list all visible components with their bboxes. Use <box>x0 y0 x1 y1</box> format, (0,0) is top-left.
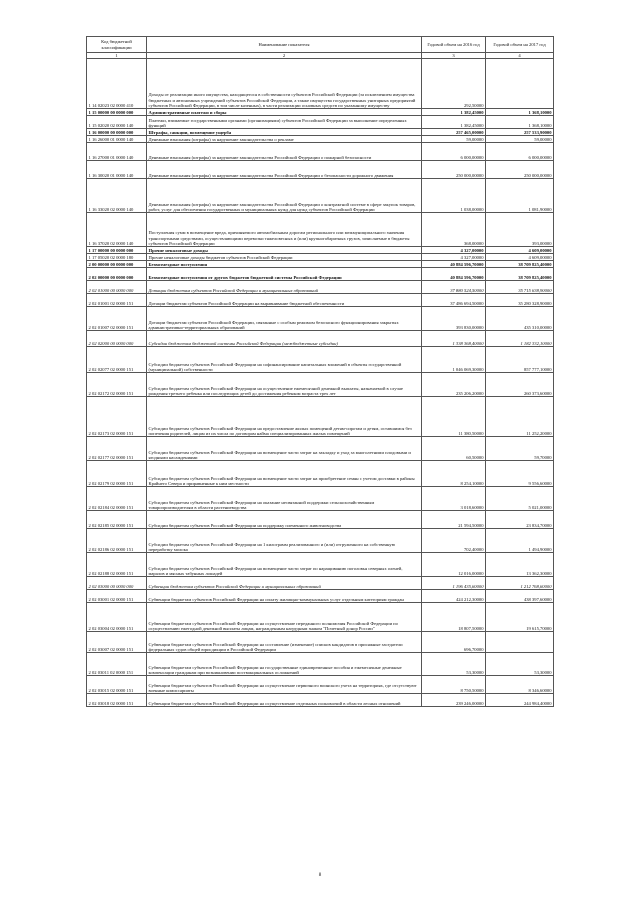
header-code: Код бюджетной классификации <box>87 37 147 53</box>
row-value-2017: 35 715 638,90000 <box>486 281 554 294</box>
row-value-2016: 11 380,50000 <box>422 397 486 437</box>
table-row <box>87 676 554 694</box>
row-code: 1 14 02023 02 0000 410 <box>87 59 147 109</box>
table-row <box>87 487 554 511</box>
row-value-2016: 4 327,00000 <box>422 247 486 254</box>
row-name: Субвенции бюджетам субъектов Российской Федерации и муниципальных образований <box>147 577 422 590</box>
row-value-2017: 857 777,10000 <box>486 347 554 373</box>
row-code: 2 02 03004 02 0000 151 <box>87 603 147 632</box>
row-value-2017: 1 182 332,10000 <box>486 331 554 347</box>
table-row <box>87 653 554 676</box>
row-name: Прочие неналоговые доходы <box>147 247 422 254</box>
table-row <box>87 553 554 577</box>
row-value-2016: 18 807,50000 <box>422 603 486 632</box>
row-name: Субсидии бюджетам субъектов Российской Федерации на софинансирование капитальных вложений в объекты государственной (муниципальной) собственности <box>147 347 422 373</box>
row-value-2016: 368,00000 <box>422 213 486 247</box>
table-row <box>87 143 554 161</box>
row-name: Безвозмездные поступления от других бюджетов бюджетной системы Российской Федерации <box>147 268 422 281</box>
row-value-2017: 11 252,20000 <box>486 397 554 437</box>
row-code: 2 02 03001 02 0000 151 <box>87 590 147 603</box>
table-row <box>87 397 554 437</box>
row-value-2017: 13 362,30000 <box>486 553 554 577</box>
row-value-2017: 250 000,00000 <box>486 161 554 179</box>
row-code: 2 02 02177 02 0000 151 <box>87 437 147 461</box>
row-name: Субсидии бюджетам субъектов Российской Федерации на осуществление ежемесячной денежной выплаты, назначаемой в случае рождения третьего ребенка или последующих детей до достижения ребенком возраста трех лет <box>147 373 422 397</box>
table-header-row <box>87 37 554 53</box>
row-value-2017: 435 310,00000 <box>486 307 554 331</box>
row-value-2017: 1 494,90000 <box>486 529 554 553</box>
row-code: 2 02 02188 02 0000 151 <box>87 553 147 577</box>
row-name: Административные платежи и сборы <box>147 109 422 116</box>
row-value-2017 <box>486 632 554 653</box>
table-row <box>87 261 554 268</box>
row-name: Субвенции бюджетам субъектов Российской Федерации на оплату жилищно-коммунальных услуг отдельным категориям граждан <box>147 590 422 603</box>
row-value-2016: 239 246,00000 <box>422 694 486 707</box>
row-value-2016: 393 830,00000 <box>422 307 486 331</box>
row-code: 2 02 02179 02 0000 151 <box>87 461 147 487</box>
table-row <box>87 373 554 397</box>
row-name: Субсидии бюджетам субъектов Российской Федерации на 1 килограмм реализованного и (или) отгруженного на собственную переработку молока <box>147 529 422 553</box>
row-value-2016: 292,50000 <box>422 59 486 109</box>
row-value-2016: 696,70000 <box>422 632 486 653</box>
budget-table <box>86 36 554 707</box>
row-value-2016: 53,30000 <box>422 653 486 676</box>
row-value-2016: 424 212,30000 <box>422 590 486 603</box>
table-row <box>87 294 554 307</box>
row-value-2017: 59,00000 <box>486 136 554 143</box>
row-name: Субсидии бюджетам субъектов Российской Федерации на возмещение части затрат по наращиванию поголовья северных оленей, маралов и мясных табунных лошадей <box>147 553 422 577</box>
row-code: 2 00 00000 00 0000 000 <box>87 261 147 268</box>
row-value-2016: 235 206,20000 <box>422 373 486 397</box>
row-name: Денежные взыскания (штрафы) за нарушение законодательства Российской Федерации о безопасности дорожного движения <box>147 161 422 179</box>
row-name: Субвенции бюджетам субъектов Российской Федерации на осуществление отдельных полномочий в области лесных отношений <box>147 694 422 707</box>
row-value-2017: 1 368,10000 <box>486 116 554 129</box>
table-row <box>87 603 554 632</box>
budget-table-sheet <box>86 36 553 707</box>
row-code: 2 02 02000 00 0000 000 <box>87 331 147 347</box>
table-row <box>87 161 554 179</box>
row-name: Денежные взыскания (штрафы) за нарушение законодательства о рекламе <box>147 136 422 143</box>
table-row <box>87 116 554 129</box>
row-name: Поступления сумм в возмещение вреда, причиняемого автомобильным дорогам регионального или межмуниципального значения транспортными средствами, осуществляющими перевозки тяжеловесных и (или) крупногабаритных грузов, зачисляемые в бюджеты субъектов Российской Федерации <box>147 213 422 247</box>
table-row <box>87 461 554 487</box>
row-value-2017: 393,00000 <box>486 213 554 247</box>
table-row <box>87 213 554 247</box>
row-code: 1 16 30020 01 0000 140 <box>87 161 147 179</box>
table-row <box>87 109 554 116</box>
table-row <box>87 254 554 261</box>
row-name: Субсидии бюджетам субъектов Российской Федерации на возмещение части затрат на приобретение семян с учетом доставки в районы Крайнего Севера и приравненные к ним местности <box>147 461 422 487</box>
row-value-2016: 12 016,00000 <box>422 553 486 577</box>
row-value-2017: 38 709 825,40000 <box>486 261 554 268</box>
row-name: Денежные взыскания (штрафы) за нарушение законодательства Российской Федерации о контрактной системе в сфере закупок товаров, работ, услуг для обеспечения государственных и муниципальных нужд для нужд субъектов Российской Федерации <box>147 179 422 213</box>
row-name: Субвенции бюджетам субъектов Российской Федерации на составление (изменение) списков кандидатов в присяжные заседатели федеральных судов общей юрисдикции в Российской Федерации <box>147 632 422 653</box>
row-code: 2 02 02186 02 0000 151 <box>87 529 147 553</box>
row-value-2017 <box>486 59 554 109</box>
column-number: 4 <box>486 53 554 59</box>
row-value-2017: 53,30000 <box>486 653 554 676</box>
row-code: 1 16 26000 01 0000 140 <box>87 136 147 143</box>
row-value-2016: 702,40000 <box>422 529 486 553</box>
row-name: Субсидии бюджетам субъектов Российской Федерации на предоставление жилых помещений детям-сиротам и детям, оставшимся без попечения родителей, лицам из их числа по договорам найма специализированных жилых помещений <box>147 397 422 437</box>
table-row <box>87 511 554 529</box>
row-value-2017: 8 346,60000 <box>486 676 554 694</box>
header-2016: Годовой объем на 2016 год <box>422 37 486 53</box>
row-code: 1 16 37020 02 0000 140 <box>87 213 147 247</box>
column-number: 1 <box>87 53 147 59</box>
row-name: Доходы от реализации иного имущества, находящегося в собственности субъектов Российской Федерации (за исключением имущества бюджетных и автономных учреждений субъектов Российской Федерации, а также имущества государственных унитарных предприятий субъектов Российской Федерации, в том числе казенных), в части реализации основных средств по указанному имуществу <box>147 59 422 109</box>
row-code: 2 02 03007 02 0000 151 <box>87 632 147 653</box>
row-value-2016: 60,50000 <box>422 437 486 461</box>
row-code: 1 16 33020 02 0000 140 <box>87 179 147 213</box>
row-name: Безвозмездные поступления <box>147 261 422 268</box>
row-code: 2 02 03018 02 0000 151 <box>87 694 147 707</box>
table-row <box>87 268 554 281</box>
row-code: 2 02 02172 02 0000 151 <box>87 373 147 397</box>
table-row <box>87 281 554 294</box>
row-value-2016: 1 196 435,60000 <box>422 577 486 590</box>
row-value-2016: 8 750,50000 <box>422 676 486 694</box>
row-value-2017: 23 834,70000 <box>486 511 554 529</box>
row-code: 2 02 02173 02 0000 151 <box>87 397 147 437</box>
row-name: Дотации бюджетам субъектов Российской Федерации, связанные с особым режимом безопасного функционирования закрытых административно-территориальных образований <box>147 307 422 331</box>
row-value-2016: 257 465,00000 <box>422 129 486 136</box>
row-name: Субсидии бюджетам субъектов Российской Федерации на поддержку племенного животноводства <box>147 511 422 529</box>
row-value-2017: 438 397,60000 <box>486 590 554 603</box>
row-code: 2 02 01007 02 0000 151 <box>87 307 147 331</box>
row-value-2016: 40 884 596,70000 <box>422 268 486 281</box>
page-number: 8 <box>318 873 322 878</box>
row-value-2017: 6 000,00000 <box>486 143 554 161</box>
row-value-2016: 250 000,00000 <box>422 161 486 179</box>
table-body <box>87 59 554 707</box>
row-value-2017: 1 212 768,60000 <box>486 577 554 590</box>
table-row <box>87 590 554 603</box>
row-value-2017: 257 533,90000 <box>486 129 554 136</box>
row-value-2016: 1 338 368,40000 <box>422 331 486 347</box>
row-value-2016: 1 382,45000 <box>422 109 486 116</box>
table-row <box>87 331 554 347</box>
row-name: Субсидии бюджетам субъектов Российской Федерации на возмещение части затрат на закладку и уход за многолетними плодовыми и ягодными насаждениями <box>147 437 422 461</box>
row-value-2016: 37 486 694,50000 <box>422 294 486 307</box>
row-value-2016: 4 327,00000 <box>422 254 486 261</box>
row-value-2017: 19 615,70000 <box>486 603 554 632</box>
row-code: 1 17 05020 02 0000 180 <box>87 254 147 261</box>
table-row <box>87 59 554 109</box>
row-name: Дотации бюджетам субъектов Российской Федерации на выравнивание бюджетной обеспеченности <box>147 294 422 307</box>
row-code: 2 02 02077 02 0000 151 <box>87 347 147 373</box>
header-name: Наименование показателя <box>147 37 422 53</box>
table-row <box>87 129 554 136</box>
row-name: Субсидии бюджетам бюджетной системы Российской Федерации (межбюджетные субсидии) <box>147 331 422 347</box>
row-code: 2 02 01001 02 0000 151 <box>87 294 147 307</box>
row-value-2016: 8 254,10000 <box>422 461 486 487</box>
column-number: 3 <box>422 53 486 59</box>
table-row <box>87 577 554 590</box>
row-value-2016: 1 382,45000 <box>422 116 486 129</box>
row-name: Субвенции бюджетам субъектов Российской Федерации на осуществление первичного воинского учета на территориях, где отсутствуют военные комиссариаты <box>147 676 422 694</box>
row-value-2017: 1 081,90000 <box>486 179 554 213</box>
row-value-2016: 3 018,60000 <box>422 487 486 511</box>
row-code: 2 02 03015 02 0000 151 <box>87 676 147 694</box>
row-code: 2 02 01000 00 0000 000 <box>87 281 147 294</box>
row-name: Субвенции бюджетам субъектов Российской Федерации на государственные единовременные пособия и ежемесячные денежные компенсации гражданам при возникновении поствакцинальных осложнений <box>147 653 422 676</box>
row-name: Штрафы, санкции, возмещение ущерба <box>147 129 422 136</box>
row-value-2017: 59,70000 <box>486 437 554 461</box>
table-row <box>87 247 554 254</box>
row-value-2017: 38 709 825,40000 <box>486 268 554 281</box>
row-value-2017: 5 021,00000 <box>486 487 554 511</box>
row-value-2016: 21 594,50000 <box>422 511 486 529</box>
row-value-2016: 59,00000 <box>422 136 486 143</box>
row-code: 1 17 00000 00 0000 000 <box>87 247 147 254</box>
row-value-2017: 260 373,60000 <box>486 373 554 397</box>
table-row <box>87 529 554 553</box>
row-value-2016: 40 884 596,70000 <box>422 261 486 268</box>
row-value-2016: 1 038,00000 <box>422 179 486 213</box>
row-value-2016: 1 046 069,30000 <box>422 347 486 373</box>
row-code: 2 02 03000 00 0000 000 <box>87 577 147 590</box>
row-code: 2 02 02185 02 0000 151 <box>87 511 147 529</box>
row-code: 2 02 00000 00 0000 000 <box>87 268 147 281</box>
row-code: 1 15 00000 00 0000 000 <box>87 109 147 116</box>
header-2017: Годовой объем на 2017 год <box>486 37 554 53</box>
row-name: Дотации бюджетам субъектов Российской Федерации и муниципальных образований <box>147 281 422 294</box>
row-value-2017: 4 609,00000 <box>486 247 554 254</box>
row-name: Денежные взыскания (штрафы) за нарушение законодательства Российской Федерации о пожарной безопасности <box>147 143 422 161</box>
table-row <box>87 307 554 331</box>
row-value-2016: 37 880 524,50000 <box>422 281 486 294</box>
row-code: 1 16 00000 00 0000 000 <box>87 129 147 136</box>
row-name: Субвенции бюджетам субъектов Российской Федерации на осуществление переданного полномочия Российской Федерации по осуществлению ежегодной денежной выплаты лицам, награжденным нагрудным знаком "Почетный донор России" <box>147 603 422 632</box>
row-name: Платежи, взимаемые государственными органами (организациями) субъектов Российской Федерации за выполнение определенных функций <box>147 116 422 129</box>
table-row <box>87 632 554 653</box>
row-code: 2 02 02184 02 0000 151 <box>87 487 147 511</box>
row-value-2017: 4 609,00000 <box>486 254 554 261</box>
table-row <box>87 136 554 143</box>
row-value-2017: 1 368,10000 <box>486 109 554 116</box>
row-value-2017: 35 280 328,90000 <box>486 294 554 307</box>
table-row <box>87 347 554 373</box>
row-value-2017: 9 556,60000 <box>486 461 554 487</box>
row-name: Субсидии бюджетам субъектов Российской Федерации на оказание несвязанной поддержки сельскохозяйственным товаропроизводителям в области растениеводства <box>147 487 422 511</box>
column-number: 2 <box>147 53 422 59</box>
table-row <box>87 694 554 707</box>
row-value-2016: 6 000,00000 <box>422 143 486 161</box>
row-value-2017: 244 984,40000 <box>486 694 554 707</box>
row-code: 1 15 02020 02 0000 140 <box>87 116 147 129</box>
table-row <box>87 179 554 213</box>
row-name: Прочие неналоговые доходы бюджетов субъектов Российской Федерации <box>147 254 422 261</box>
row-code: 2 02 03011 02 0000 151 <box>87 653 147 676</box>
table-row <box>87 437 554 461</box>
row-code: 1 16 27000 01 0000 140 <box>87 143 147 161</box>
